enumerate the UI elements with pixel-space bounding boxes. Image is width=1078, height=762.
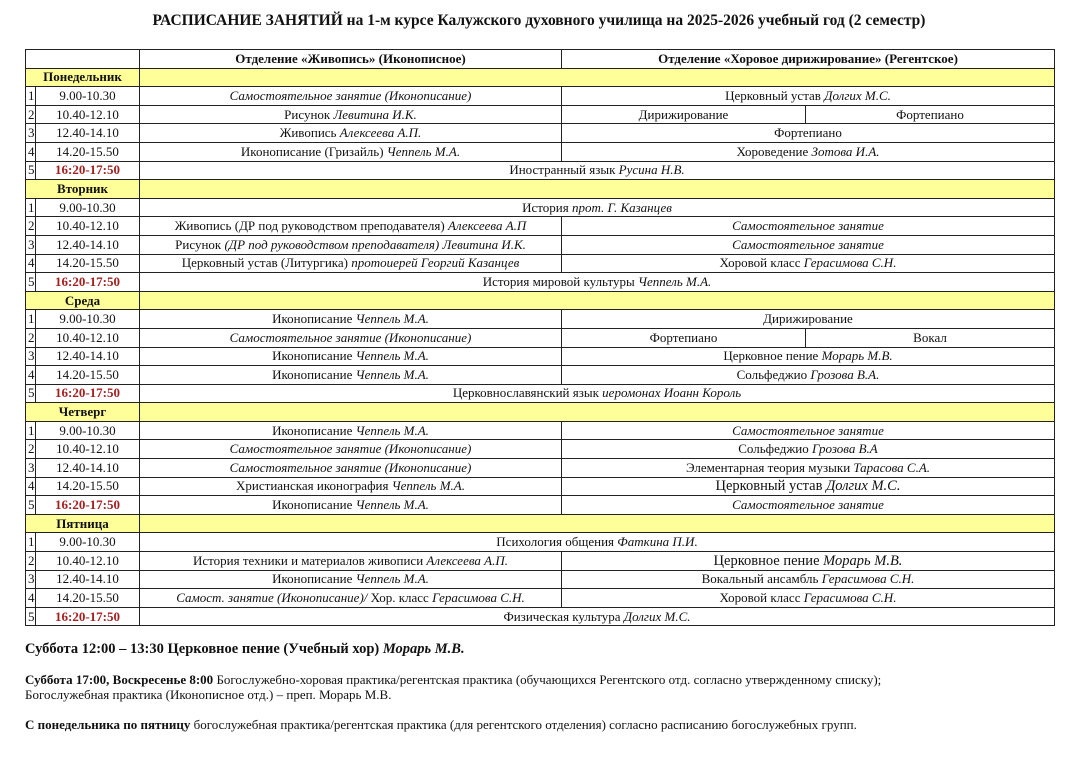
weekday-practice-days: С понедельника по пятницу [25,717,191,732]
lesson-time: 9.00-10.30 [36,87,140,106]
lesson-time: 12.40-14.10 [36,570,140,589]
lesson-right-dept [562,440,1055,459]
teacher: Чеппель М.А. [355,366,429,382]
lesson-number: 3 [26,570,36,589]
lesson-left-dept [140,217,562,236]
subject: История мировой культуры [482,273,638,289]
lesson-right-dept-a [562,105,806,124]
day-row [26,291,1055,310]
lesson-row [26,496,1055,515]
header-row [26,50,1055,69]
teacher: Чеппель М.А. [355,311,429,327]
lesson-time: 10.40-12.10 [36,217,140,236]
teacher: Долгих М.С. [824,87,891,103]
lesson-row [26,477,1055,496]
subject: Иконописание [272,571,356,587]
day-row-fill [140,291,1055,310]
lesson-number: 1 [26,310,36,329]
weekday-practice-text: богослужебная практика/регентская практика (для регентского отделения) согласно расписанию богослужебных групп. [190,717,857,732]
teacher: Грозова В.А [812,441,878,457]
lesson-row [26,254,1055,273]
lesson-left-dept [140,328,562,347]
weekend-practice-days: Суббота 17:00, Воскресенье 8:00 [25,672,214,687]
subject: Вокал [913,329,947,345]
dept-left-header: Отделение «Живопись» (Иконописное) [140,50,562,69]
subject: Иконописание [272,366,356,382]
saturday-choir-note [25,642,1065,657]
lesson-time: 9.00-10.30 [36,421,140,440]
teacher: Алексеева А.П [447,218,527,234]
subject: Рисунок [284,106,334,122]
teacher: Алексеева А.П. [339,125,422,141]
subject: Рисунок [175,236,225,252]
teacher: иеромонах Иоанн Король [602,385,742,401]
lesson-right-dept [562,347,1055,366]
lesson-row [26,328,1055,347]
lesson-time: 16:20-17:50 [36,161,140,180]
lesson-number: 2 [26,440,36,459]
lesson-number: 4 [26,366,36,385]
lesson-number: 1 [26,421,36,440]
lesson-time: 14.20-15.50 [36,142,140,161]
lesson-right-dept-b [806,105,1055,124]
lesson-left-dept [140,570,562,589]
teacher-2: Герасимова С.Н. [432,590,525,606]
lesson-row [26,589,1055,608]
lesson-number: 1 [26,87,36,106]
lesson-time: 10.40-12.10 [36,440,140,459]
lesson-time: 12.40-14.10 [36,235,140,254]
lesson-right-dept [562,496,1055,515]
subject: Иностранный язык [509,162,619,178]
teacher: Самостоятельное занятие [732,497,884,513]
subject: Психология общения [496,534,618,550]
lesson-row [26,142,1055,161]
lesson-time: 16:20-17:50 [36,496,140,515]
teacher: (ДР под руководством преподавателя) Левитина И.К. [224,236,526,252]
subject: История [522,199,572,215]
subject: Иконописание [272,348,356,364]
lesson-row [26,366,1055,385]
lesson-row [26,347,1055,366]
lesson-row [26,161,1055,180]
day-row-fill [140,180,1055,199]
day-name: Вторник [26,180,140,199]
subject: Элементарная теория музыки [685,459,854,475]
weekday-practice-note [25,717,1065,732]
weekend-practice-line1: Богослужебно-хоровая практика/регентская практика (обучающихся Регентского отд. согласно утвержденному списку); [213,672,882,687]
subject: Иконописание [272,497,356,513]
lesson-row [26,235,1055,254]
teacher: Чеппель М.А. [386,143,461,159]
lesson-time: 12.40-14.10 [36,124,140,143]
lesson-number: 5 [26,496,36,515]
subject: Фортепиано [649,329,718,345]
lesson-number: 2 [26,217,36,236]
day-name: Четверг [26,403,140,422]
lesson-time: 14.20-15.50 [36,254,140,273]
lesson-number: 4 [26,477,36,496]
teacher: Долгих М.С. [623,608,691,624]
subject: Вокальный ансамбль [701,571,822,587]
lesson-time: 14.20-15.50 [36,477,140,496]
lesson-number: 5 [26,273,36,292]
lesson-row [26,459,1055,478]
day-row-fill [140,68,1055,87]
day-row [26,514,1055,533]
lesson-row [26,384,1055,403]
subject: Хороведение [736,143,812,159]
saturday-choir-text: Суббота 12:00 – 13:30 Церковное пение (Учебный хор) [25,641,383,657]
subject: История техники и материалов живописи [193,552,427,568]
lesson-both-depts [140,533,1055,552]
lesson-number: 4 [26,142,36,161]
subject: Фортепиано [896,106,964,122]
lesson-row [26,552,1055,571]
subject: Фортепиано [774,125,842,141]
teacher: Грозова В.А. [810,366,880,382]
lesson-row [26,607,1055,626]
lesson-right-dept [562,570,1055,589]
lesson-number: 2 [26,105,36,124]
lesson-number: 4 [26,254,36,273]
teacher: Фаткина П.И. [617,534,698,550]
teacher: Чеппель М.А. [391,478,465,494]
teacher: Чеппель М.А. [355,348,429,364]
lesson-both-depts [140,607,1055,626]
lesson-right-dept [562,235,1055,254]
lesson-row [26,105,1055,124]
teacher: Самост. занятие (Иконописание)/ [176,590,368,606]
lesson-row [26,198,1055,217]
dept-right-header: Отделение «Хоровое дирижирование» (Регентское) [562,50,1055,69]
lesson-right-dept [562,459,1055,478]
lesson-left-dept [140,459,562,478]
lesson-both-depts [140,384,1055,403]
lesson-row [26,273,1055,292]
lesson-number: 3 [26,347,36,366]
subject: Иконописание (Гризайль) [240,143,387,159]
lesson-left-dept [140,142,562,161]
lesson-left-dept [140,552,562,571]
subject: Сольфеджио [736,366,811,382]
lesson-number: 1 [26,198,36,217]
lesson-right-dept [562,589,1055,608]
teacher: Герасимова С.Н. [821,571,915,587]
lesson-time: 12.40-14.10 [36,459,140,478]
lesson-time: 16:20-17:50 [36,273,140,292]
teacher: Чеппель М.А. [355,422,429,438]
lesson-right-dept [562,217,1055,236]
subject: Хоровой класс [719,590,804,606]
subject: Церковный устав [725,87,825,103]
teacher: Морарь М.В. [823,552,903,569]
lesson-time: 12.40-14.10 [36,347,140,366]
subject-2: Хор. класс [367,590,433,606]
lesson-number: 5 [26,384,36,403]
teacher: прот. Г. Казанцев [572,199,672,215]
subject: Иконописание [272,422,356,438]
lesson-row [26,533,1055,552]
lesson-right-dept [562,477,1055,496]
lesson-number: 2 [26,552,36,571]
subject: Дирижирование [638,106,729,122]
subject: Церковный устав (Литургика) [181,255,352,271]
lesson-both-depts [140,198,1055,217]
subject: Сольфеджио [738,441,813,457]
subject: Физическая культура [503,608,624,624]
teacher: Русина Н.В. [618,162,685,178]
saturday-choir-teacher: Морарь М.В. [382,641,465,657]
lesson-number: 3 [26,235,36,254]
teacher: Зотова И.А. [811,143,880,159]
lesson-right-dept [562,87,1055,106]
subject: Иконописание [272,311,356,327]
page-title: РАСПИСАНИЕ ЗАНЯТИЙ на 1-м курсе Калужского духовного училища на 2025-2026 учебный год (2 семестр) [152,12,926,29]
subject: Живопись (ДР под руководством преподавателя) [174,218,448,234]
lesson-time: 10.40-12.10 [36,552,140,571]
day-name: Среда [26,291,140,310]
lesson-row [26,440,1055,459]
lesson-time: 10.40-12.10 [36,328,140,347]
teacher: Самостоятельное занятие [732,422,884,438]
lesson-number: 3 [26,459,36,478]
teacher: Чеппель М.А. [355,571,429,587]
weekend-practice-note [25,672,1065,702]
teacher: Самостоятельное занятие (Иконописание) [229,87,472,103]
day-row [26,180,1055,199]
lesson-time: 9.00-10.30 [36,198,140,217]
subject: Церковный устав [715,478,827,495]
teacher: Чеппель М.А. [355,497,429,513]
teacher: Самостоятельное занятие (Иконописание) [229,329,472,345]
lesson-row [26,421,1055,440]
lesson-number: 3 [26,124,36,143]
subject: Церковное пение [723,348,822,364]
lesson-row [26,124,1055,143]
teacher: Тарасова С.А. [853,459,931,475]
subject: Церковное пение [713,552,824,569]
teacher: Герасимова С.Н. [803,590,897,606]
lesson-time: 9.00-10.30 [36,533,140,552]
teacher: Самостоятельное занятие (Иконописание) [229,441,472,457]
teacher: Самостоятельное занятие (Иконописание) [229,459,472,475]
subject: Церковнославянский язык [452,385,603,401]
lesson-right-dept [562,124,1055,143]
lesson-time: 16:20-17:50 [36,384,140,403]
lesson-left-dept [140,124,562,143]
lesson-right-dept [562,310,1055,329]
teacher: Левитина И.К. [333,106,417,122]
day-name: Пятница [26,514,140,533]
lesson-left-dept [140,105,562,124]
teacher: Самостоятельное занятие [732,236,884,252]
lesson-row [26,87,1055,106]
lesson-left-dept [140,310,562,329]
lesson-time: 16:20-17:50 [36,607,140,626]
teacher: протоиерей Георгий Казанцев [351,255,520,271]
subject: Живопись [279,125,340,141]
lesson-time: 10.40-12.10 [36,105,140,124]
lesson-time: 14.20-15.50 [36,589,140,608]
subject: Хоровой класс [719,255,804,271]
day-row-fill [140,514,1055,533]
lesson-time: 9.00-10.30 [36,310,140,329]
lesson-left-dept [140,87,562,106]
lesson-right-dept [562,421,1055,440]
lesson-left-dept [140,477,562,496]
subject: Христианская иконография [236,478,392,494]
teacher: Морарь М.В. [821,348,893,364]
lesson-left-dept [140,440,562,459]
teacher: Алексеева А.П. [426,552,508,568]
lesson-left-dept [140,254,562,273]
teacher: Самостоятельное занятие [732,218,884,234]
lesson-row [26,570,1055,589]
lesson-right-dept [562,142,1055,161]
header-blank [26,50,140,69]
lesson-left-dept [140,589,562,608]
lesson-both-depts [140,161,1055,180]
lesson-left-dept [140,496,562,515]
weekend-practice-line2: Богослужебная практика (Иконописное отд.) – преп. Морарь М.В. [25,687,392,702]
lesson-left-dept [140,347,562,366]
day-row [26,68,1055,87]
lesson-left-dept [140,235,562,254]
schedule-table [25,49,1055,626]
lesson-number: 1 [26,533,36,552]
teacher: Герасимова С.Н. [803,255,897,271]
lesson-number: 4 [26,589,36,608]
lesson-number: 5 [26,161,36,180]
lesson-time: 14.20-15.50 [36,366,140,385]
lesson-number: 2 [26,328,36,347]
lesson-right-dept-a [562,328,806,347]
teacher: Чеппель М.А. [638,273,712,289]
lesson-left-dept [140,421,562,440]
day-name: Понедельник [26,68,140,87]
teacher: Долгих М.С. [826,478,901,495]
subject: Дирижирование [763,311,853,327]
lesson-right-dept [562,366,1055,385]
lesson-row [26,310,1055,329]
lesson-right-dept [562,254,1055,273]
lesson-row [26,217,1055,236]
lesson-right-dept-b [806,328,1055,347]
day-row [26,403,1055,422]
lesson-both-depts [140,273,1055,292]
day-row-fill [140,403,1055,422]
lesson-right-dept [562,552,1055,571]
lesson-number: 5 [26,607,36,626]
lesson-left-dept [140,366,562,385]
